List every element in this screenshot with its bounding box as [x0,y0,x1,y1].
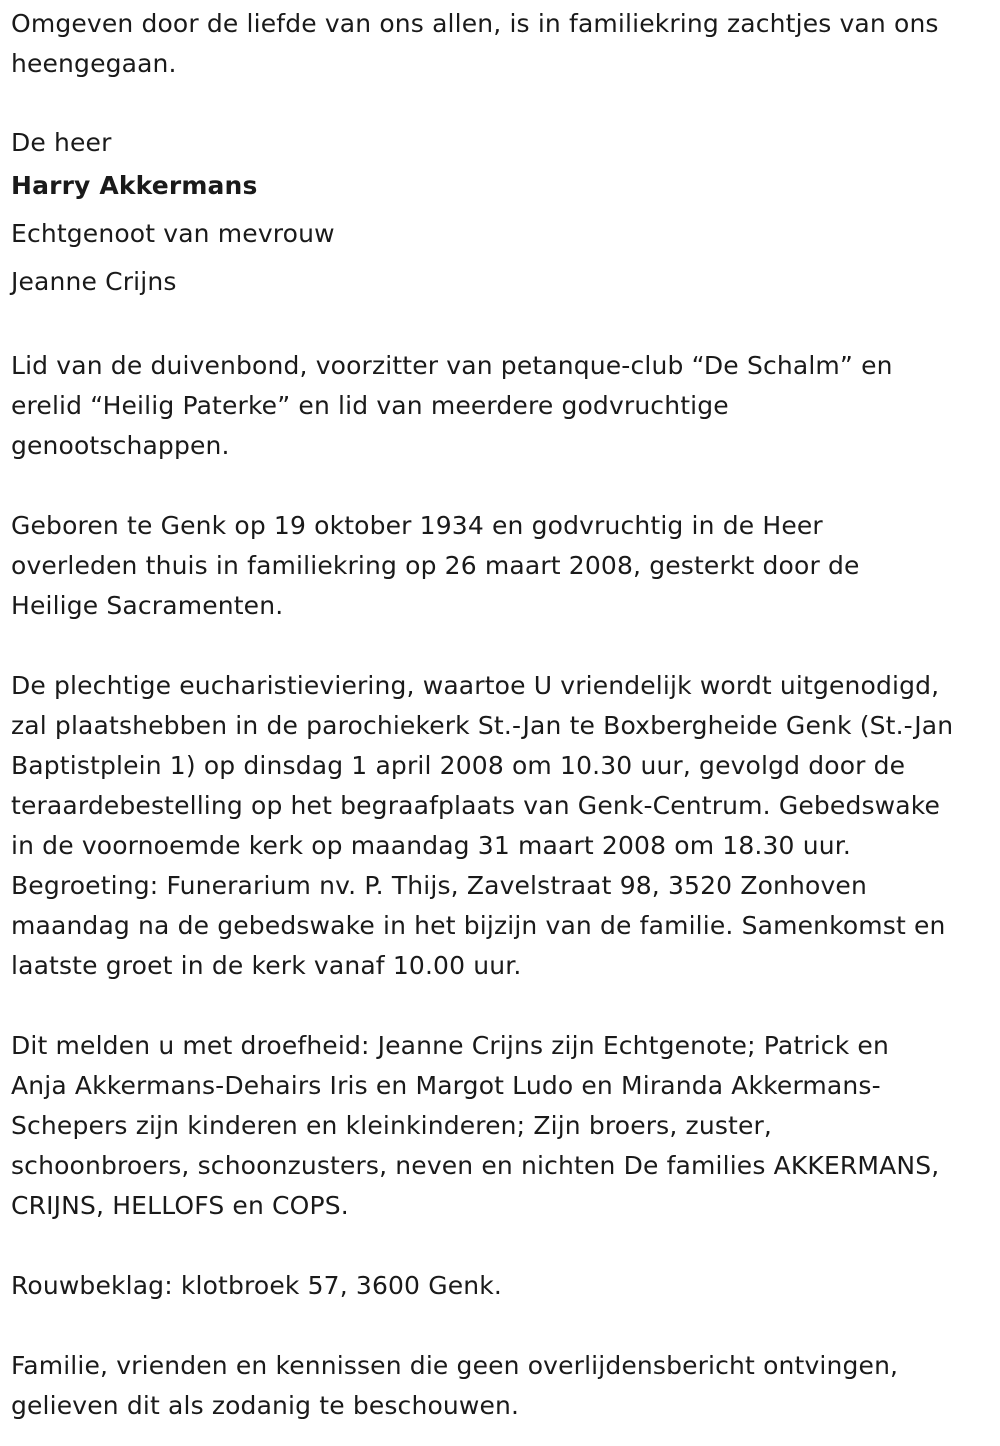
obituary-document [11,4,993,1426]
paragraph-spacer [11,306,993,346]
ceremony-line: in de voornoemde kerk op maandag 31 maart 2008 om 18.30 uur. [11,831,851,860]
announcement-line: CRIJNS, HELLOFS en COPS. [11,1191,349,1220]
condolence-address: Rouwbeklag: klotbroek 57, 3600 Genk. [11,1271,502,1300]
paragraph-spacer [11,84,993,124]
ceremony-paragraph [11,666,993,986]
ceremony-line: Baptistplein 1) op dinsdag 1 april 2008 om 10.30 uur, gevolgd door de [11,751,906,780]
birth-death-line: overleden thuis in familiekring op 26 maart 2008, gesterkt door de [11,551,860,580]
ceremony-line: zal plaatshebben in de parochiekerk St.-Jan te Boxbergheide Genk (St.-Jan [11,711,954,740]
spouse-name: Jeanne Crijns [11,267,177,296]
salutation: De heer [11,128,112,157]
intro-line: heengegaan. [11,49,177,78]
birth-death-line: Geboren te Genk op 19 oktober 1934 en godvruchtig in de Heer [11,511,823,540]
paragraph-spacer [11,626,993,666]
ceremony-line: teraardebestelling op het begraafplaats van Genk-Centrum. Gebedswake [11,791,940,820]
announcement-line: Dit melden u met droefheid: Jeanne Crijns zijn Echtgenote; Patrick en [11,1031,889,1060]
membership-line: erelid “Heilig Paterke” en lid van meerdere godvruchtige [11,391,729,420]
intro-line: Omgeven door de liefde van ons allen, is in familiekring zachtjes van ons [11,9,939,38]
announcement-paragraph [11,1026,993,1226]
paragraph-spacer [11,986,993,1026]
relation-text: Echtgenoot van mevrouw [11,219,335,248]
closing-paragraph [11,1346,993,1426]
ceremony-line: Begroeting: Funerarium nv. P. Thijs, Zavelstraat 98, 3520 Zonhoven [11,871,867,900]
condolence-paragraph [11,1266,993,1306]
ceremony-line: maandag na de gebedswake in het bijzijn van de familie. Samenkomst en [11,911,946,940]
announcement-line: Anja Akkermans-Dehairs Iris en Margot Ludo en Miranda Akkermans- [11,1071,881,1100]
closing-line: gelieven dit als zodanig te beschouwen. [11,1391,520,1420]
birth-death-paragraph [11,506,993,626]
intro-paragraph [11,4,993,84]
closing-line: Familie, vrienden en kennissen die geen overlijdensbericht ontvingen, [11,1351,899,1380]
deceased-block [11,124,993,306]
birth-death-line: Heilige Sacramenten. [11,591,284,620]
paragraph-spacer [11,1226,993,1266]
announcement-line: Schepers zijn kinderen en kleinkinderen; Zijn broers, zuster, [11,1111,773,1140]
paragraph-spacer [11,1306,993,1346]
membership-line: Lid van de duivenbond, voorzitter van petanque-club “De Schalm” en [11,351,893,380]
deceased-name: Harry Akkermans [11,171,258,200]
membership-paragraph [11,346,993,466]
announcement-line: schoonbroers, schoonzusters, neven en nichten De families AKKERMANS, [11,1151,940,1180]
membership-line: genootschappen. [11,431,230,460]
ceremony-line: laatste groet in de kerk vanaf 10.00 uur. [11,951,522,980]
ceremony-line: De plechtige eucharistieviering, waartoe U vriendelijk wordt uitgenodigd, [11,671,940,700]
paragraph-spacer [11,466,993,506]
